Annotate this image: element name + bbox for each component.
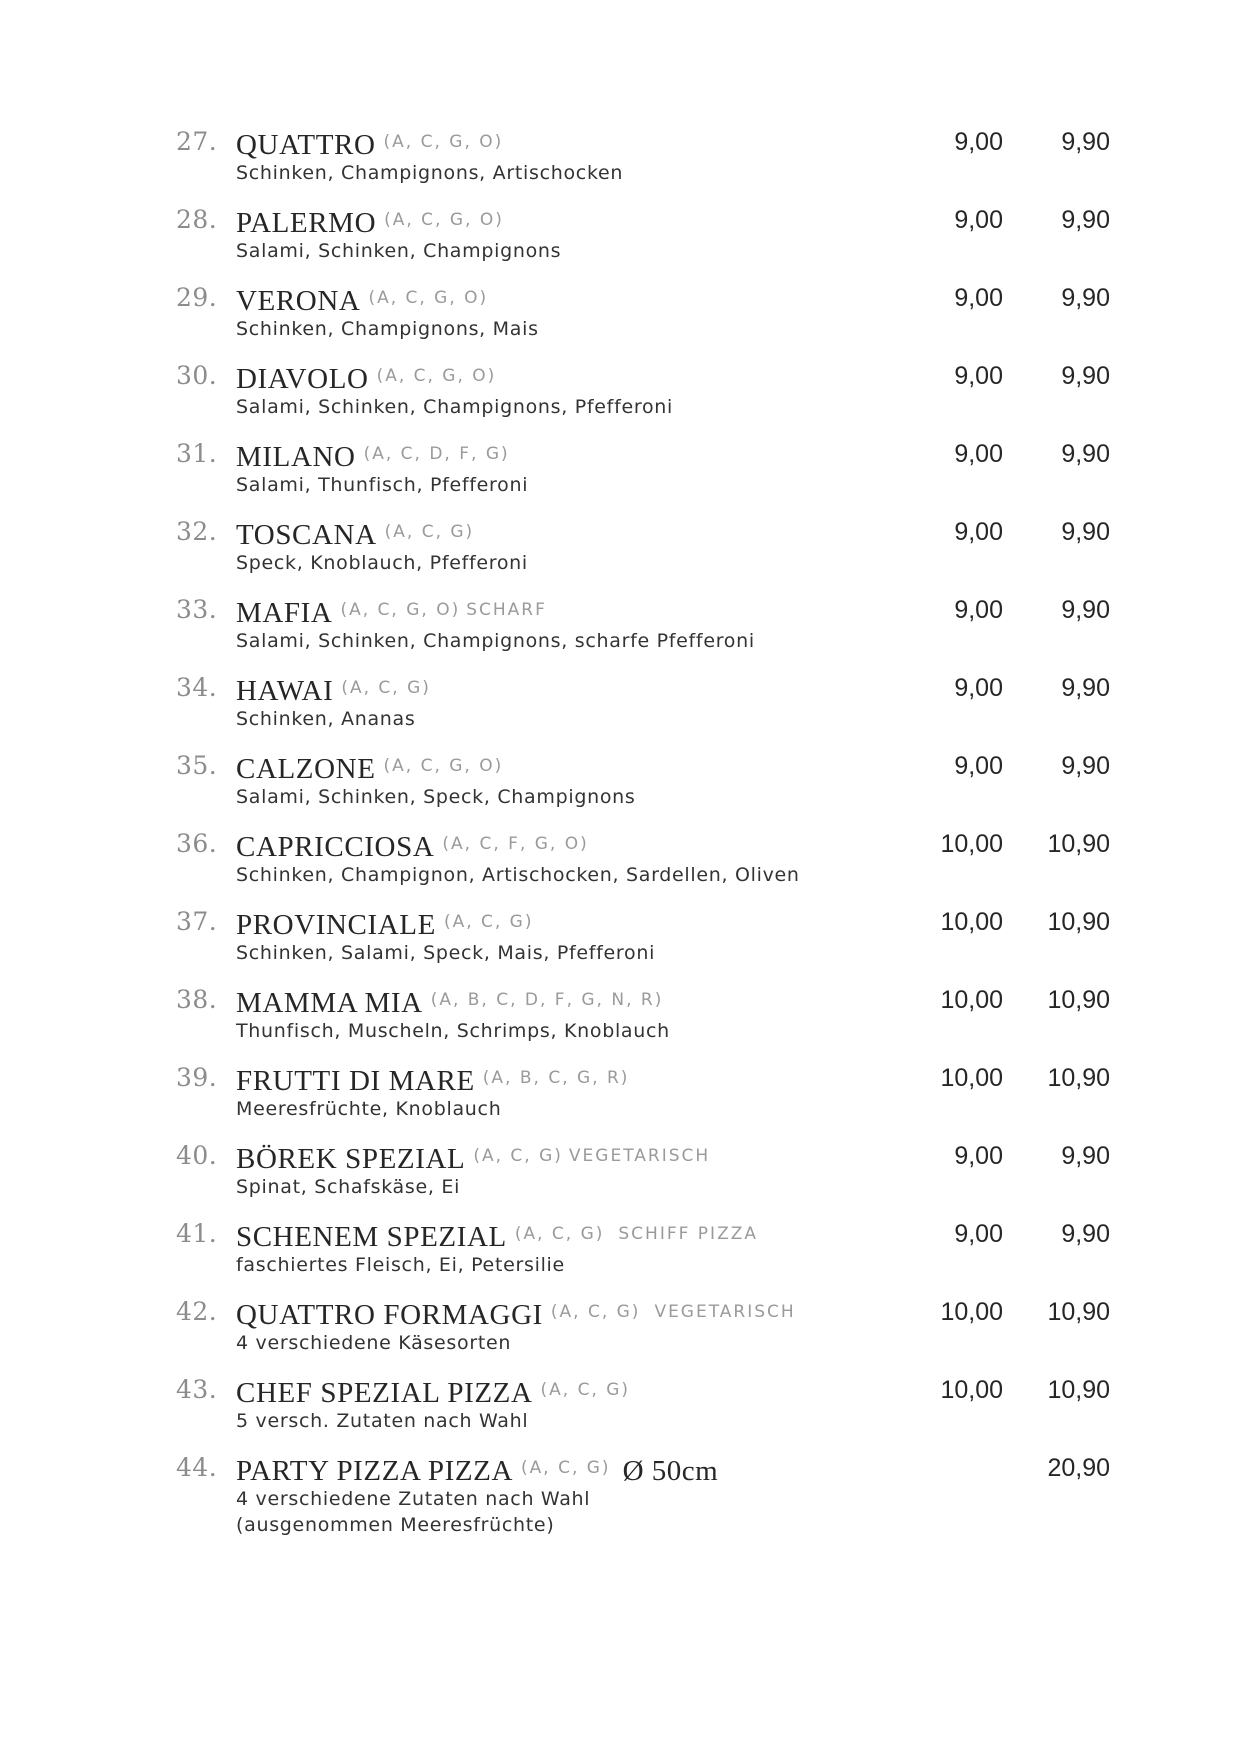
- item-number: 37.: [176, 907, 218, 936]
- item-description: Salami, Schinken, Champignons, Pfefferoni: [236, 396, 673, 418]
- item-allergens: (A, C, G, O): [368, 288, 489, 308]
- menu-item-31: [0, 438, 1240, 516]
- item-name: CHEF SPEZIAL PIZZA: [236, 1377, 533, 1409]
- item-allergens: (A, C, F, G, O): [442, 834, 589, 854]
- item-description: 4 verschiedene Zutaten nach Wahl: [236, 1488, 591, 1510]
- item-description: Schinken, Champignons, Artischocken: [236, 162, 624, 184]
- item-number: 40.: [176, 1141, 218, 1170]
- item-name: MILANO: [236, 441, 356, 473]
- price-large: 9,90: [1061, 362, 1110, 390]
- price-small: 9,00: [954, 362, 1003, 390]
- item-number: 27.: [176, 127, 218, 156]
- item-description: Schinken, Champignons, Mais: [236, 318, 539, 340]
- item-name: HAWAI: [236, 675, 334, 707]
- item-note: VEGETARISCH: [654, 1302, 796, 1322]
- item-allergens: (A, C, G): [540, 1380, 631, 1400]
- price-large: 9,90: [1061, 206, 1110, 234]
- item-allergens: (A, C, G, O): [340, 600, 461, 620]
- item-allergens: (A, C, G): [514, 1224, 605, 1244]
- item-number: 44.: [176, 1453, 218, 1482]
- menu-item-41: [0, 1218, 1240, 1296]
- item-number: 42.: [176, 1297, 218, 1326]
- item-description: Thunfisch, Muscheln, Schrimps, Knoblauch: [236, 1020, 670, 1042]
- item-name: MAFIA: [236, 597, 333, 629]
- item-description: Speck, Knoblauch, Pfefferoni: [236, 552, 528, 574]
- item-name: PROVINCIALE: [236, 909, 436, 941]
- menu-item-28: [0, 204, 1240, 282]
- item-name: MAMMA MIA: [236, 987, 423, 1019]
- item-number: 34.: [176, 673, 218, 702]
- price-large: 20,90: [1047, 1454, 1110, 1482]
- item-description: Schinken, Salami, Speck, Mais, Pfefferoni: [236, 942, 656, 964]
- item-description-line2: (ausgenommen Meeresfrüchte): [236, 1514, 555, 1536]
- item-name: PALERMO: [236, 207, 377, 239]
- price-large: 10,90: [1047, 1064, 1110, 1092]
- item-description: Meeresfrüchte, Knoblauch: [236, 1098, 502, 1120]
- price-large: 9,90: [1061, 128, 1110, 156]
- item-number: 29.: [176, 283, 218, 312]
- item-description: Schinken, Champignon, Artischocken, Sardellen, Oliven: [236, 864, 800, 886]
- menu-item-37: [0, 906, 1240, 984]
- item-name: QUATTRO: [236, 129, 376, 161]
- price-large: 10,90: [1047, 908, 1110, 936]
- price-large: 9,90: [1061, 752, 1110, 780]
- item-name: FRUTTI DI MARE: [236, 1065, 475, 1097]
- menu-item-39: [0, 1062, 1240, 1140]
- item-description: Salami, Schinken, Champignons, scharfe Pfefferoni: [236, 630, 755, 652]
- item-allergens: (A, B, C, G, R): [482, 1068, 630, 1088]
- price-small: 9,00: [954, 674, 1003, 702]
- menu-item-30: [0, 360, 1240, 438]
- price-small: 10,00: [940, 986, 1003, 1014]
- item-allergens: (A, C, G): [550, 1302, 641, 1322]
- item-allergens: (A, C, G): [473, 1146, 563, 1166]
- item-allergens: (A, C, G): [521, 1458, 611, 1478]
- item-description: Salami, Schinken, Champignons: [236, 240, 562, 262]
- item-allergens: (A, C, D, F, G): [363, 444, 510, 464]
- item-number: 35.: [176, 751, 218, 780]
- price-small: 10,00: [940, 1376, 1003, 1404]
- menu-item-38: [0, 984, 1240, 1062]
- price-small: 9,00: [954, 206, 1003, 234]
- price-small: 10,00: [940, 1298, 1003, 1326]
- item-name: VERONA: [236, 285, 361, 317]
- menu-item-33: [0, 594, 1240, 672]
- item-allergens: (A, C, G): [341, 678, 431, 698]
- menu-item-27: [0, 126, 1240, 204]
- price-small: 9,00: [954, 284, 1003, 312]
- item-number: 28.: [176, 205, 218, 234]
- item-note: SCHIFF PIZZA: [618, 1224, 758, 1244]
- item-description: Schinken, Ananas: [236, 708, 416, 730]
- item-description: 4 verschiedene Käsesorten: [236, 1332, 512, 1354]
- price-large: 9,90: [1061, 284, 1110, 312]
- menu-item-36: [0, 828, 1240, 906]
- item-description: faschiertes Fleisch, Ei, Petersilie: [236, 1254, 565, 1276]
- price-small: 10,00: [940, 1064, 1003, 1092]
- item-number: 41.: [176, 1219, 218, 1248]
- price-large: 10,90: [1047, 986, 1110, 1014]
- item-name: PARTY PIZZA PIZZA: [236, 1455, 514, 1487]
- item-name: CALZONE: [236, 753, 376, 785]
- item-name: BÖREK SPEZIAL: [236, 1143, 466, 1175]
- price-small: 9,00: [954, 596, 1003, 624]
- item-number: 38.: [176, 985, 218, 1014]
- menu-item-34: [0, 672, 1240, 750]
- item-note: SCHARF: [466, 600, 547, 620]
- price-small: 9,00: [954, 518, 1003, 546]
- item-size: Ø 50cm: [622, 1455, 719, 1487]
- item-allergens: (A, C, G): [443, 912, 534, 932]
- price-small: 9,00: [954, 1220, 1003, 1248]
- price-small: 9,00: [954, 752, 1003, 780]
- menu-item-42: [0, 1296, 1240, 1374]
- price-small: 10,00: [940, 830, 1003, 858]
- item-number: 39.: [176, 1063, 218, 1092]
- price-large: 9,90: [1061, 1220, 1110, 1248]
- item-allergens: (A, C, G): [384, 522, 475, 542]
- item-number: 33.: [176, 595, 218, 624]
- item-description: Spinat, Schafskäse, Ei: [236, 1176, 461, 1198]
- item-description: Salami, Schinken, Speck, Champignons: [236, 786, 636, 808]
- price-small: 9,00: [954, 440, 1003, 468]
- price-small: 9,00: [954, 1142, 1003, 1170]
- price-large: 9,90: [1061, 674, 1110, 702]
- item-name: SCHENEM SPEZIAL: [236, 1221, 507, 1253]
- item-name: QUATTRO FORMAGGI: [236, 1299, 543, 1331]
- menu-item-29: [0, 282, 1240, 360]
- item-allergens: (A, C, G, O): [376, 366, 497, 386]
- item-number: 31.: [176, 439, 218, 468]
- price-large: 10,90: [1047, 1376, 1110, 1404]
- item-allergens: (A, C, G, O): [384, 210, 504, 230]
- item-allergens: (A, C, G, O): [383, 756, 504, 776]
- item-number: 43.: [176, 1375, 218, 1404]
- price-large: 9,90: [1061, 1142, 1110, 1170]
- price-large: 10,90: [1047, 1298, 1110, 1326]
- price-large: 9,90: [1061, 440, 1110, 468]
- item-number: 32.: [176, 517, 218, 546]
- item-allergens: (A, C, G, O): [383, 132, 504, 152]
- item-description: 5 versch. Zutaten nach Wahl: [236, 1410, 529, 1432]
- menu-item-44: [0, 1452, 1240, 1556]
- item-allergens: (A, B, C, D, F, G, N, R): [430, 990, 664, 1010]
- pizza-menu: [0, 126, 1240, 1556]
- price-large: 9,90: [1061, 518, 1110, 546]
- item-number: 36.: [176, 829, 218, 858]
- item-number: 30.: [176, 361, 218, 390]
- item-description: Salami, Thunfisch, Pfefferoni: [236, 474, 529, 496]
- item-name: CAPRICCIOSA: [236, 831, 435, 863]
- price-small: 10,00: [940, 908, 1003, 936]
- menu-item-32: [0, 516, 1240, 594]
- item-name: DIAVOLO: [236, 363, 369, 395]
- item-name: TOSCANA: [236, 519, 377, 551]
- price-small: 9,00: [954, 128, 1003, 156]
- price-large: 10,90: [1047, 830, 1110, 858]
- item-note: VEGETARISCH: [568, 1146, 711, 1166]
- price-large: 9,90: [1061, 596, 1110, 624]
- menu-item-43: [0, 1374, 1240, 1452]
- menu-item-40: [0, 1140, 1240, 1218]
- menu-item-35: [0, 750, 1240, 828]
